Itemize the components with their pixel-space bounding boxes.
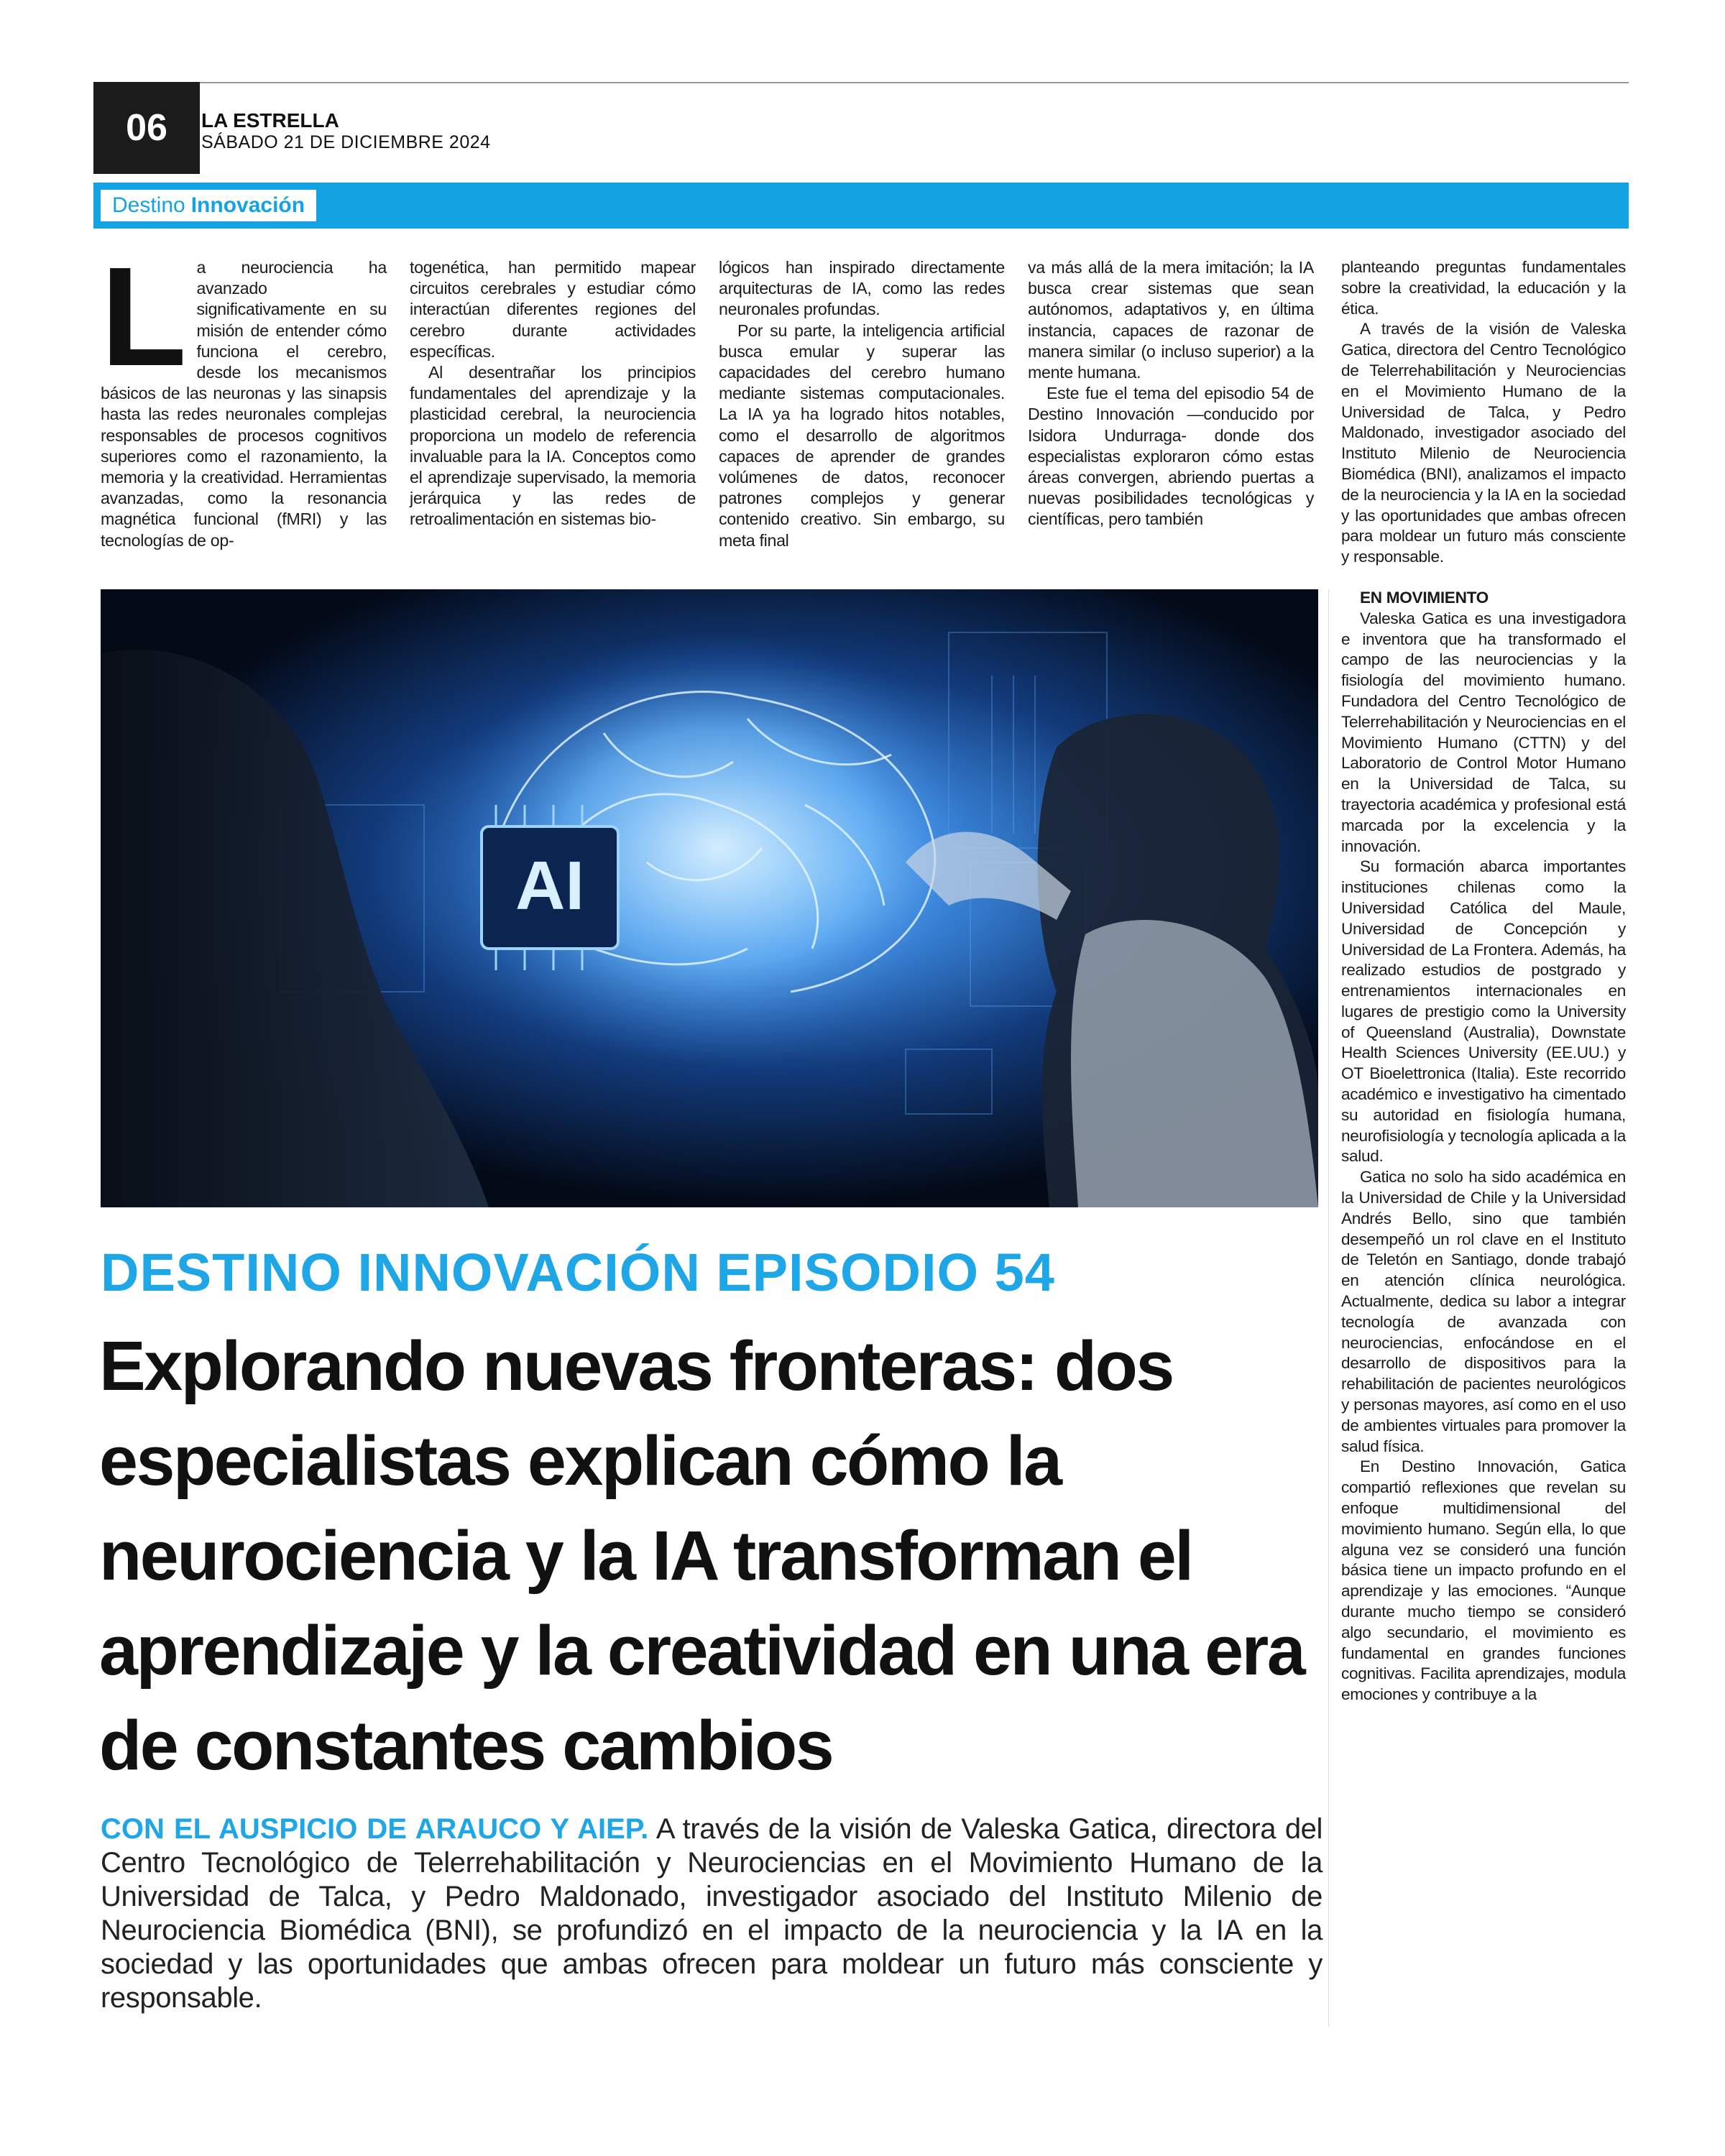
- ai-chip-label: AI: [515, 847, 584, 924]
- article-column-5: [1341, 257, 1626, 1705]
- column-3-paragraph-1: lógicos han inspirado directamente arquitecturas de IA, como las redes neuronales profundas.: [719, 258, 1005, 319]
- column-1-text: a neurociencia ha avanzado significativamente en su misión de entender cómo funciona el cerebro, desde los mecanismos básicos de las neuronas y las sinapsis hasta las redes neuronales complejas responsables de procesos cognitivos superiores como el razonamiento, la memoria y la creatividad. Herramientas avanzadas, como la resonancia magnética funcional (fMRI) y las tecnologías de op-: [101, 258, 387, 550]
- lede-sponsor: CON EL AUSPICIO DE ARAUCO Y AIEP.: [101, 1813, 649, 1845]
- drop-cap: L: [101, 238, 187, 395]
- article-column-3: [719, 257, 1005, 551]
- column-5-paragraph-5: Gatica no solo ha sido académica en la Universidad de Chile y la Universidad Andrés Bello, sino que también desempeñó un rol clave en el Instituto de Teletón en Santiago, donde trabajó en atención clínica neurológica. Actualmente, dedica su labor a integrar tecnología de avanzada con neurociencias, enfocándose en el desarrollo de dispositivos para la rehabilitación de pacientes neurológicos y personas mayores, así como en el uso de ambientes virtuales para promover la salud física.: [1341, 1168, 1626, 1455]
- kicker: DESTINO INNOVACIÓN EPISODIO 54: [101, 1243, 1055, 1302]
- article-column-1: [101, 238, 387, 551]
- column-5-paragraph-3: Valeska Gatica es una investigadora e inventora que ha transformado el campo de las neurociencias y la fisiología del movimiento humano. Fundadora del Centro Tecnológico de Telerrehabilitación y Neurociencias en el Movimiento Humano (CTTN) y del Laboratorio de Control Motor Humano en la Universidad de Talca, su trayectoria académica y profesional está marcada por la excelencia y la innovación.: [1341, 609, 1626, 855]
- subhead-en-movimiento: EN MOVIMIENTO: [1360, 588, 1489, 607]
- section-label: [101, 190, 316, 221]
- masthead: [201, 109, 491, 153]
- column-2-paragraph-1: togenética, han permitido mapear circuitos cerebrales y estudiar cómo interactúan diferentes regiones del cerebro durante actividades específicas.: [410, 258, 696, 361]
- article-column-2: [410, 257, 696, 530]
- ai-brain-illustration: [101, 589, 1318, 1207]
- ai-chip: [482, 805, 618, 970]
- headline: Explorando nuevas fronteras: dos especialistas explican cómo la neurociencia y la IA transforman el aprendizaje y la creatividad en una era de constantes cambios: [99, 1327, 1305, 1784]
- column-4-paragraph-2: Este fue el tema del episodio 54 de Destino Innovación —conducido por Isidora Undurraga- donde dos especialistas exploraron cómo estas áreas convergen, abriendo puertas a nuevas posibilidades tecnológicas y científicas, pero también: [1028, 384, 1314, 529]
- section-band: [93, 183, 1629, 229]
- column-2-paragraph-2: Al desentrañar los principios fundamentales del aprendizaje y la plasticidad cerebral, la neurociencia proporciona un modelo de referencia invaluable para la IA. Conceptos como el aprendizaje supervisado, la memoria jerárquica y las redes de retroalimentación en sistemas bio-: [410, 363, 696, 529]
- article-column-4: [1028, 257, 1314, 530]
- publication-date: SÁBADO 21 DE DICIEMBRE 2024: [201, 132, 491, 152]
- publication-name: LA ESTRELLA: [201, 109, 339, 132]
- top-rule: [93, 82, 1629, 83]
- page-number: 06: [93, 82, 200, 174]
- lede: [101, 1812, 1322, 2015]
- column-divider: [1328, 589, 1329, 2027]
- column-5-paragraph-1: planteando preguntas fundamentales sobre la creatividad, la educación y la ética.: [1341, 258, 1626, 318]
- column-5-paragraph-6: En Destino Innovación, Gatica compartió reflexiones que revelan su enfoque multidimensional del movimiento humano. Según ella, lo que alguna vez se consideró una función básica tiene un impacto profundo en el aprendizaje y las emociones. “Aunque durante mucho tiempo se consideró algo secundario, el movimiento es fundamental en grandes funciones cognitivas. Facilita aprendizajes, modula emociones y contribuye a la: [1341, 1457, 1626, 1704]
- article-photo: [101, 589, 1318, 1207]
- column-3-paragraph-2: Por su parte, la inteligencia artificial busca emular y superar las capacidades del cerebro humano mediante sistemas computacionales. La IA ya ha logrado hitos notables, como el desarrollo de algoritmos capaces de aprender de grandes volúmenes de datos, reconocer patrones complejos y generar contenido creativo. Sin embargo, su meta final: [719, 321, 1005, 550]
- lede-text: A través de la visión de Valeska Gatica, directora del Centro Tecnológico de Telerrehabilitación y Neurociencias en el Movimiento Humano de la Universidad de Talca, y Pedro Maldonado, investigador asociado del Instituto Milenio de Neurociencia Biomédica (BNI), se profundizó en el impacto de la neurociencia y la IA en la sociedad y las oportunidades que ambas ofrecen para moldear un futuro más consciente y responsable.: [101, 1813, 1322, 2014]
- section-label-light: Destino: [112, 193, 185, 217]
- column-4-paragraph-1: va más allá de la mera imitación; la IA busca crear sistemas que sean autónomos, adaptativos y, en última instancia, capaces de razonar de manera similar (o incluso superior) a la mente humana.: [1028, 258, 1314, 382]
- column-5-paragraph-2: A través de la visión de Valeska Gatica, directora del Centro Tecnológico de Telerrehabilitación y Neurociencias en el Movimiento Humano de la Universidad de Talca, y Pedro Maldonado, investigador asociado del Instituto Milenio de Neurociencia Biomédica (BNI), analizamos el impacto de la neurociencia y la IA en la sociedad y las oportunidades que ambas ofrecen para moldear un futuro más consciente y responsable.: [1341, 320, 1626, 566]
- column-5-paragraph-4: Su formación abarca importantes instituciones chilenas como la Universidad Católica del Maule, Universidad de Concepción y Universidad de La Frontera. Además, ha realizado estudios de postgrado y entrenamientos internacionales en lugares de prestigio como la University of Queensland (Australia), Downstate Health Sciences University (EE.UU.) y OT Bioelettronica (Italia). Este recorrido académico e investigativo ha cimentado su autoridad en fisiología humana, neurofisiología y tecnología aplicada a la salud.: [1341, 857, 1626, 1166]
- section-label-bold: Innovación: [190, 193, 305, 217]
